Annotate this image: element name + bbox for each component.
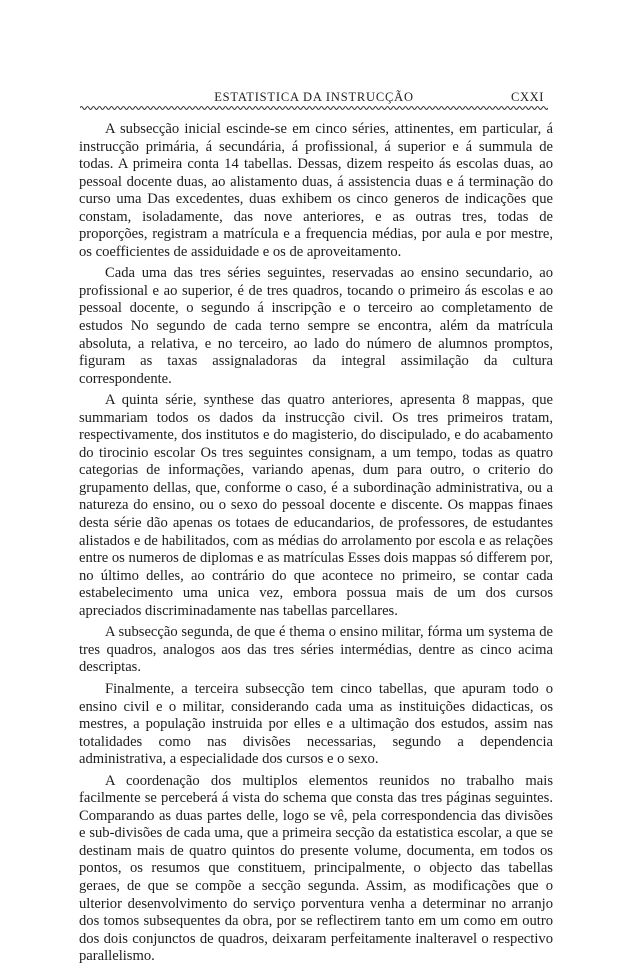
paragraph-3: A quinta série, synthese das quatro anteriores, apresenta 8 mappas, que summariam todos os dados da instrucção civil. Os tres primeiros tratam, respectivamente, dos institutos e do magisterio, do discipulado, e do acabamento do tirocinio escolar Os tres seguintes consignam, a um tempo, todas as quatro categorias de informações, variando apenas, dum para outro, o criterio do grupamento dellas, que, conforme o caso, é a subordinação administrativa, ou a natureza do ensino, ou o sexo do pessoal docente e discente. Os mappas finaes desta série dão apenas os totaes de educandarios, de professores, de estudantes alistados e de habilitados, com as médias do arrolamento por escola e as relações entre os numeros de diplomas e as matrículas Esses dois mappas só differem por, no último delles, ao contrário do que acontece no primeiro, se contar cada estabelecimento uma unica vez, embora possua mais de um dos cursos apreciados discriminadamente nas tabellas parcellares. (79, 392, 553, 619)
paragraph-4: A subsecção segunda, de que é thema o ensino militar, fórma um systema de tres quadros, analogos aos das tres séries intermédias, dentre as cinco acima descriptas. (79, 624, 553, 676)
page-number: CXXI (511, 90, 544, 104)
wavy-rule-ornament (80, 103, 548, 113)
running-title: ESTATISTICA DA INSTRUCÇÃO (214, 90, 414, 104)
paragraph-6: A coordenação dos multiplos elementos reunidos no trabalho mais facilmente se perceberá á vista do schema que consta das tres páginas seguintes. Comparando as duas partes delle, logo se vê, pela correspondencia das divisões e sub-divisões de cada uma, que a primeira secção da estatistica escolar, a que se destinam mais de quatro quintos do presente volume, documenta, em todos os pontos, os resumos que constituem, principalmente, o objecto das tabellas geraes, de que se compõe a secção segunda. Assim, as modificações que o ulterior desenvolvimento do serviço porventura venha a determinar no arranjo dos tomos subsequentes da obra, por se reflectirem tanto em um como em outro dos dois conjunctos de quadros, deixaram perfeitamente inalteravel o respectivo parallelismo. (79, 772, 553, 965)
paragraph-1: A subsecção inicial escinde-se em cinco séries, attinentes, em particular, á instrucção primária, á secundária, á profissional, á superior e á summula de todas. A primeira conta 14 tabellas. Dessas, dizem respeito ás escolas duas, ao pessoal docente duas, ao alistamento duas, á assistencia duas e á terminação do curso uma Das excedentes, duas exhibem os cinco generos de indicações que constam, isoladamente, das nove anteriores, e as outras tres, todas de proporções, registram a matrícula e a frequencia médias, por aula e por mestre, os coefficientes de assiduidade e os de aproveitamento. (79, 121, 553, 260)
body-text (79, 121, 553, 970)
paragraph-5: Finalmente, a terceira subsecção tem cinco tabellas, que apuram todo o ensino civil e o militar, considerando cada uma as instituições didacticas, os mestres, a população instruida por elles e a ultimação dos estudos, assim nas totalidades como nas divisões necessarias, segundo a dependencia administrativa, a especialidade dos cursos e o sexo. (79, 680, 553, 768)
paragraph-2: Cada uma das tres séries seguintes, reservadas ao ensino secundario, ao profissional e ao superior, é de tres quadros, tocando o primeiro ás escolas e ao pessoal docente, o segundo á inscripção e o terceiro ao completamento de estudos No segundo de cada terno sempre se encontra, além da matrícula absoluta, a relativa, e no terceiro, ao lado do número de alumnos promptos, figuram as taxas assignaladoras da integral assimilação da cultura correspondente. (79, 265, 553, 387)
